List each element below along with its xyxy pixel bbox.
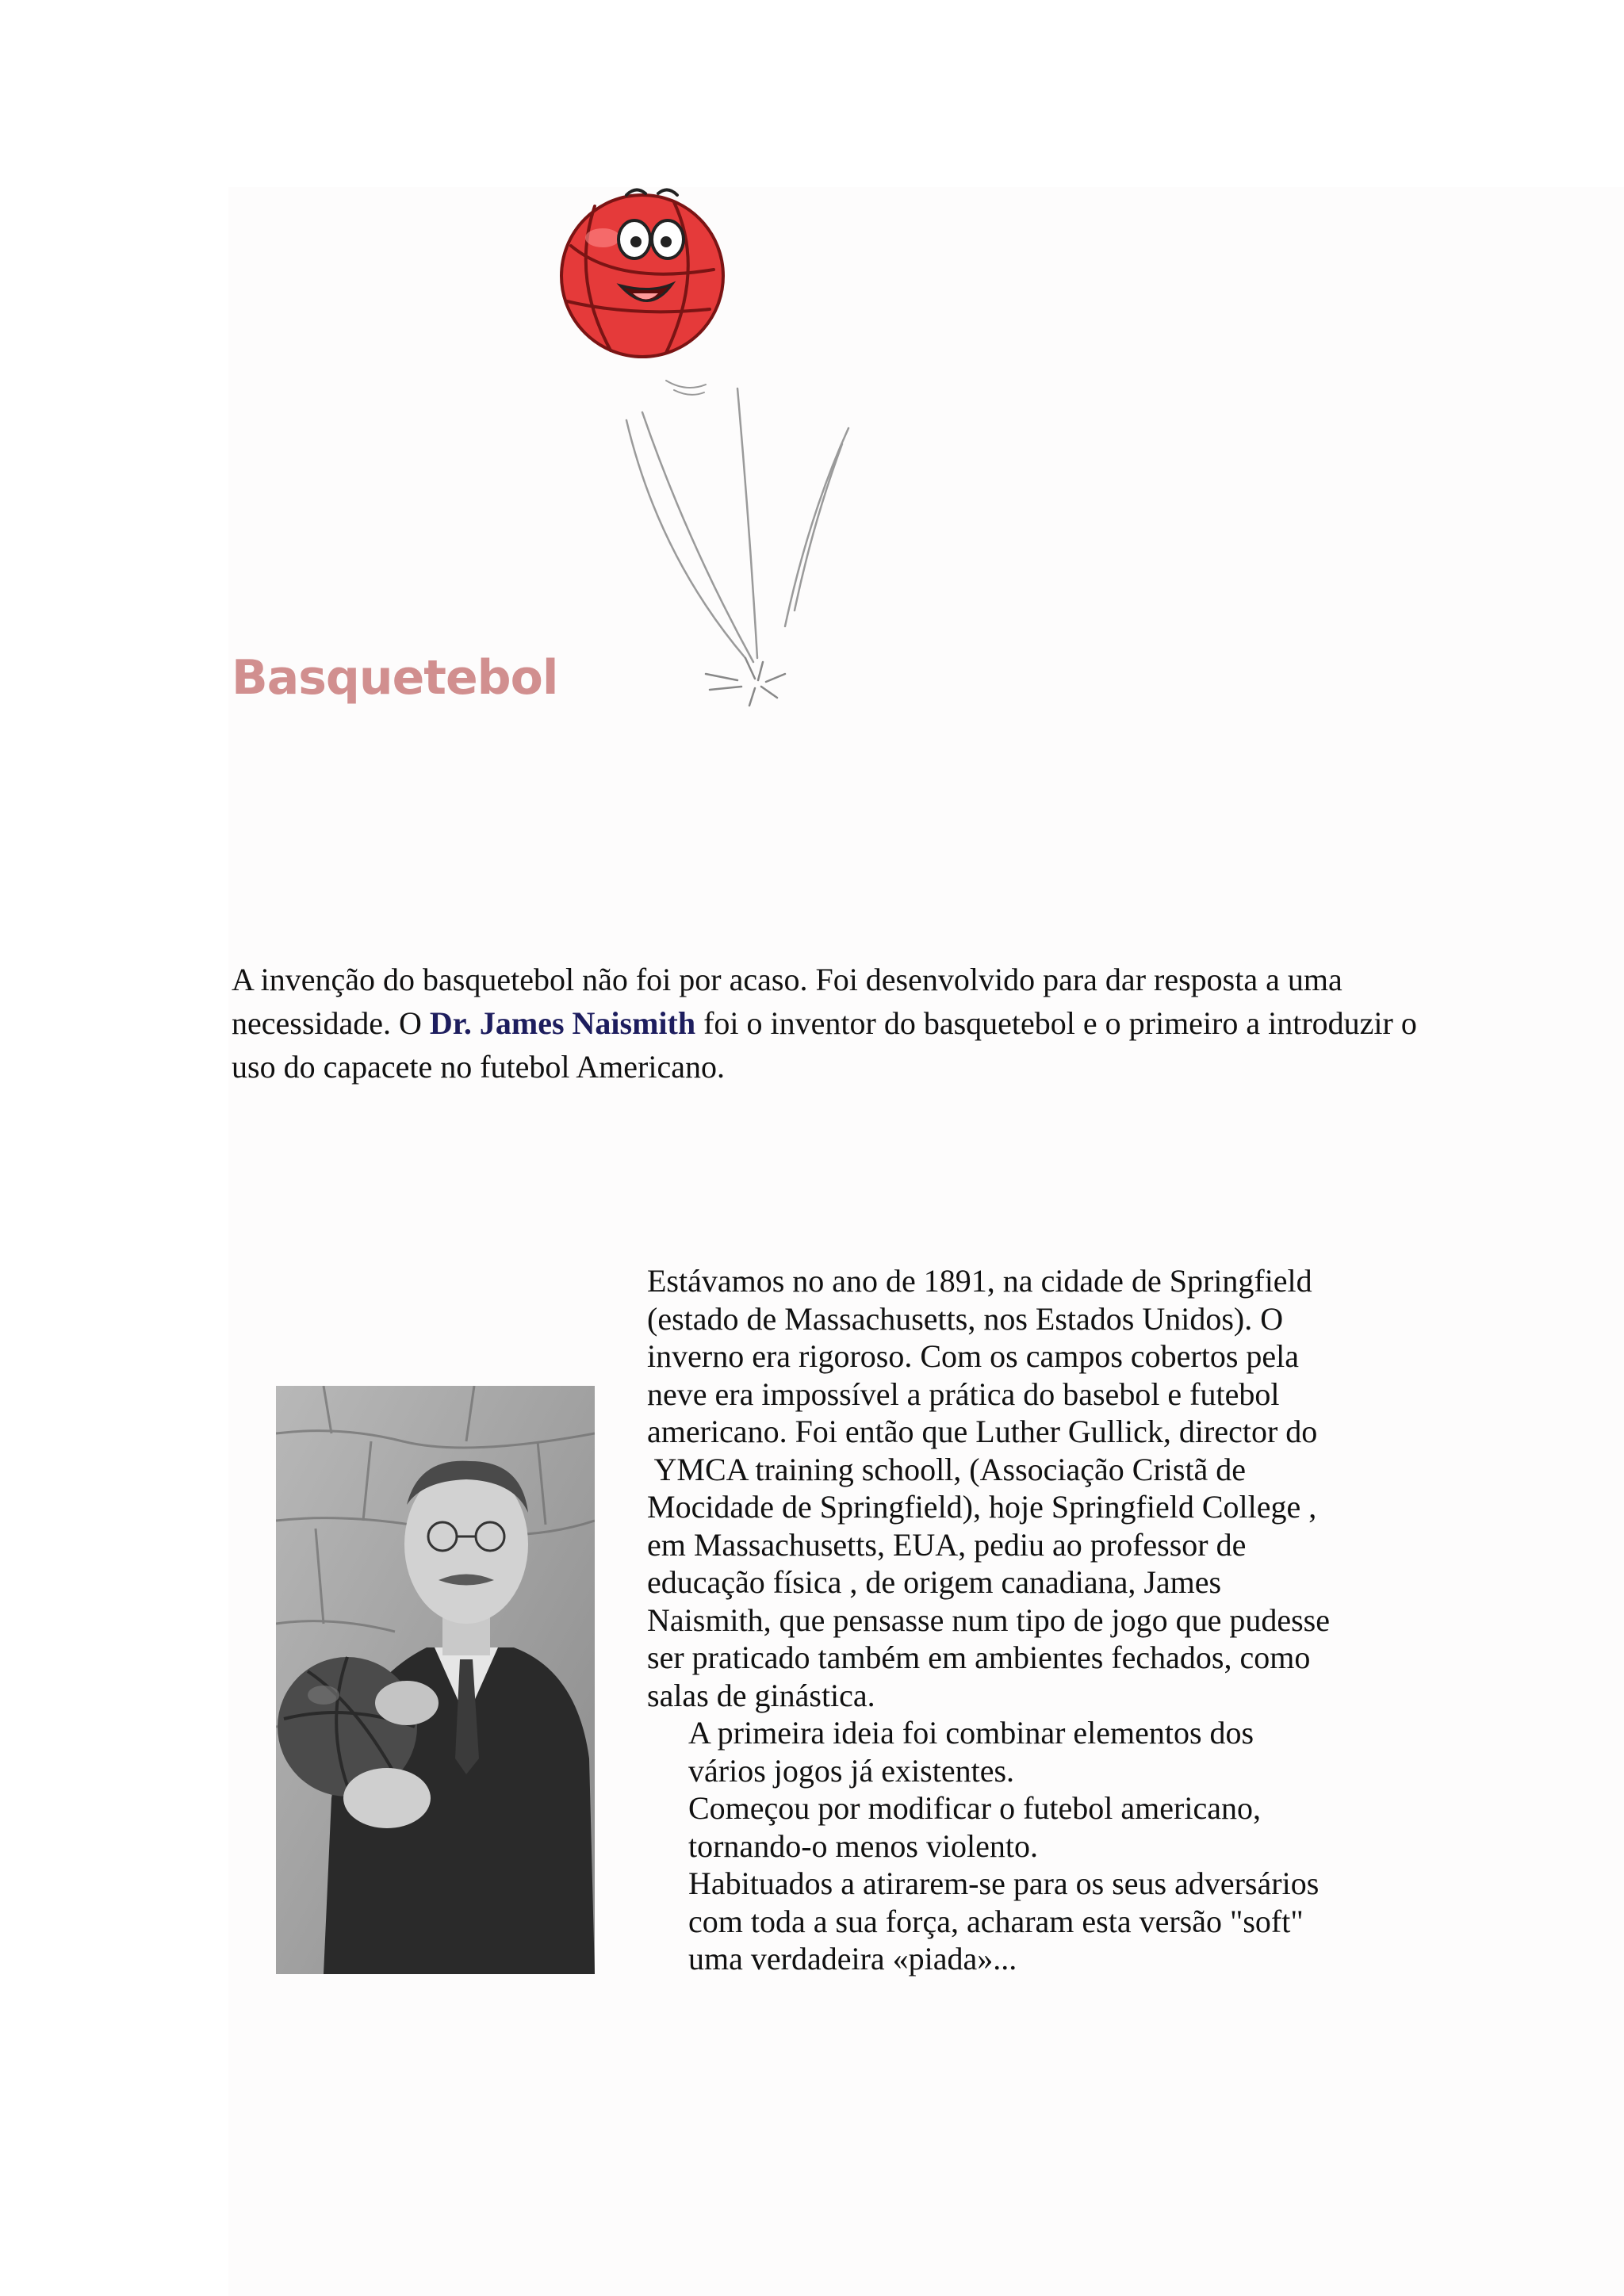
story-line: YMCA training schooll, (Associação Cristã de — [647, 1451, 1247, 1487]
story-line: Naismith, que pensasse num tipo de jogo que pudesse — [647, 1601, 1330, 1638]
story-indented-line: A primeira ideia foi combinar elementos dos — [688, 1715, 1254, 1751]
story-line: americano. Foi então que Luther Gullick, director do — [647, 1414, 1318, 1449]
story-indented-line: tornando-o menos violento. — [688, 1827, 1039, 1864]
intro-paragraph — [232, 958, 1469, 1089]
story-indented-line: vários jogos já existentes. — [688, 1752, 1015, 1789]
story-line: Mocidade de Springfield), hoje Springfield College , — [647, 1489, 1317, 1525]
story-text — [647, 1262, 1456, 1978]
page-title: Basquetebol — [232, 650, 558, 706]
story-line: em Massachusetts, EUA, pediu ao professor de — [647, 1526, 1247, 1563]
story-indented-line: Começou por modificar o futebol americano, — [688, 1790, 1261, 1826]
inventor-name: Dr. James Naismith — [429, 1005, 696, 1041]
story-line: educação física , de origem canadiana, James — [647, 1564, 1222, 1600]
intro-text-before: A invenção do basquetebol não foi por acaso. Foi desenvolvido para dar resposta a uma necessidade. O — [232, 962, 1342, 1041]
story-line: salas de ginástica. — [647, 1677, 875, 1713]
james-naismith-photo — [276, 1386, 595, 1974]
story-line: (estado de Massachusetts, nos Estados Unidos). O — [647, 1300, 1284, 1337]
bouncing-basketball-cartoon — [547, 182, 880, 714]
story-indented-line: uma verdadeira «piada»... — [688, 1941, 1017, 1976]
story-indented-line: com toda a sua força, acharam esta versão "soft" — [688, 1903, 1304, 1939]
content-panel — [228, 187, 1624, 2296]
story-indented-line: Habituados a atirarem-se para os seus adversários — [688, 1866, 1320, 1901]
intro-text-after: foi o inventor do basquetebol e o primeiro a introduzir o uso do capacete no futebol Americano. — [232, 1005, 1417, 1085]
story-line: Estávamos no ano de 1891, na cidade de Springfield — [647, 1263, 1312, 1299]
story-line: ser praticado também em ambientes fechados, como — [647, 1640, 1311, 1675]
story-line: inverno era rigoroso. Com os campos cobertos pela — [647, 1338, 1300, 1374]
story-line: neve era impossível a prática do basebol e futebol — [647, 1376, 1280, 1412]
